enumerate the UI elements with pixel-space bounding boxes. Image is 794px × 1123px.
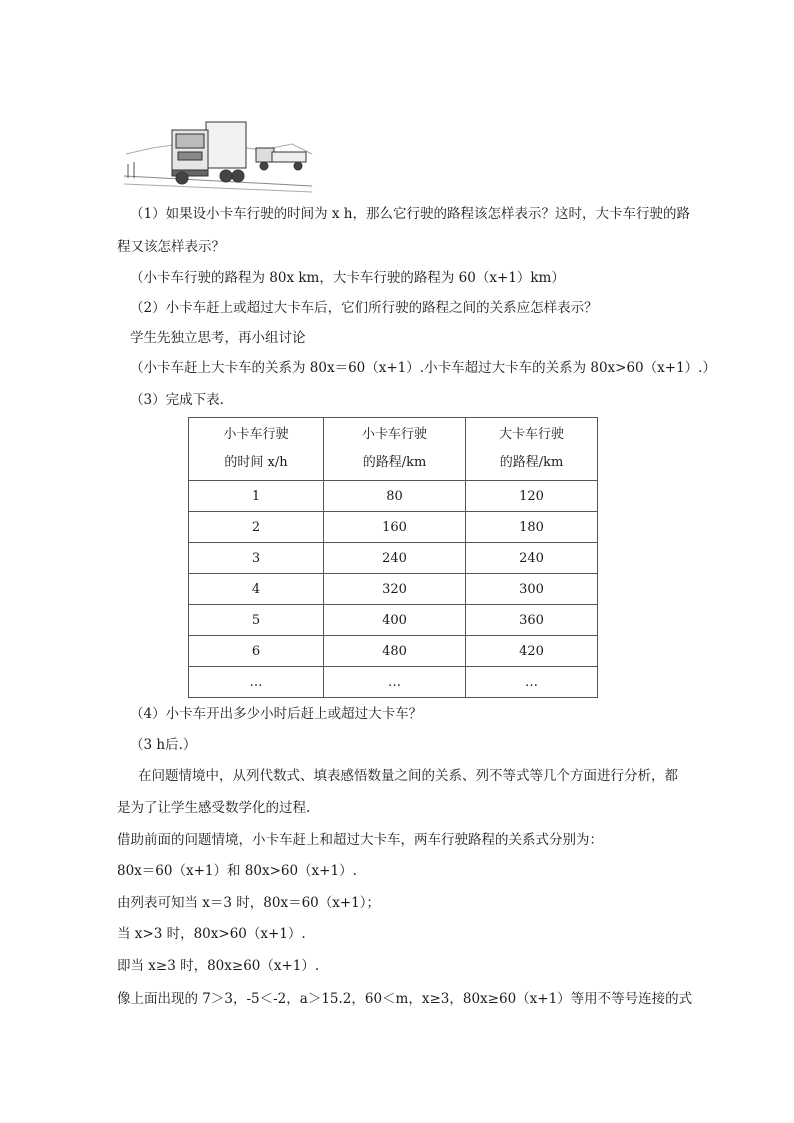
formula-line-1: 80x＝60（x+1）和 80x>60（x+1）. xyxy=(117,863,357,879)
formula-line-2: 由列表可知当 x＝3 时，80x＝60（x+1）； xyxy=(117,895,381,911)
header-time: 小卡车行驶 的时间 x/h xyxy=(189,418,324,481)
table-row: 4 320 300 xyxy=(189,574,598,605)
header-big-truck-distance: 大卡车行驶 的路程/km xyxy=(466,418,598,481)
paragraph-3: 像上面出现的 7＞3，-5＜-2，a＞15.2，60＜m，x≥3，80x≥60（x+1）等用不等号连接的式 xyxy=(117,991,693,1007)
question-2: （2）小卡车赶上或超过大卡车后，它们所行驶的路程之间的关系应怎样表示？ xyxy=(130,300,598,316)
table-row: 6 480 420 xyxy=(189,636,598,667)
paragraph-1-line-2: 是为了让学生感受数学化的过程. xyxy=(117,800,311,816)
answer-1: （小卡车行驶的路程为 80x km，大卡车行驶的路程为 60（x+1）km） xyxy=(130,270,565,286)
question-1-line-2: 程又该怎样表示？ xyxy=(117,239,225,255)
question-4: （4）小卡车开出多少小时后赶上或超过大卡车？ xyxy=(130,706,423,722)
paragraph-2: 借助前面的问题情境，小卡车赶上和超过大卡车，两车行驶路程的关系式分别为： xyxy=(117,832,603,848)
truck-illustration-icon xyxy=(122,114,314,194)
table-row: 2 160 180 xyxy=(189,512,598,543)
table-row: 3 240 240 xyxy=(189,543,598,574)
question-3: （3）完成下表. xyxy=(130,392,224,408)
answer-2: （小卡车赶上大卡车的关系为 80x＝60（x+1）.小卡车超过大卡车的关系为 80x>60（x+1）.） xyxy=(130,360,716,376)
answer-4: （3 h后.） xyxy=(130,737,197,753)
table-row: 1 80 120 xyxy=(189,481,598,512)
header-small-truck-distance: 小卡车行驶 的路程/km xyxy=(324,418,466,481)
table-row: 5 400 360 xyxy=(189,605,598,636)
question-1-line-1: （1）如果设小卡车行驶的时间为 x h，那么它行驶的路程该怎样表示？这时，大卡车行驶的路 xyxy=(130,206,690,222)
distance-table xyxy=(188,417,598,698)
discussion-note: 学生先独立思考，再小组讨论 xyxy=(130,330,306,346)
table-header-row xyxy=(189,418,598,481)
formula-line-3: 当 x>3 时，80x>60（x+1）. xyxy=(117,926,306,942)
paragraph-1-line-1: 在问题情境中，从列代数式、填表感悟数量之间的关系、列不等式等几个方面进行分析，都 xyxy=(138,768,678,784)
table-row: … … … xyxy=(189,667,598,698)
formula-line-4: 即当 x≥3 时，80x≥60（x+1）. xyxy=(117,958,320,974)
